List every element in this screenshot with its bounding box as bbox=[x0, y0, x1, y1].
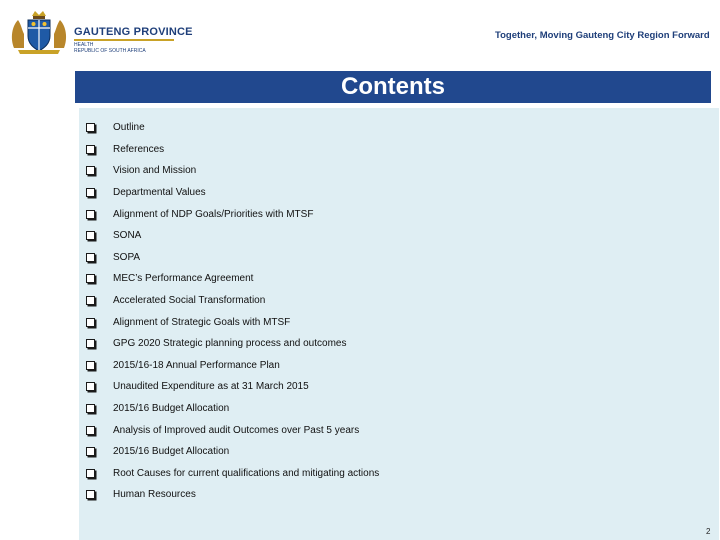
list-item bbox=[86, 484, 379, 506]
checkbox-square-icon bbox=[86, 296, 95, 305]
list-item bbox=[86, 333, 379, 355]
checkbox-square-icon bbox=[86, 490, 95, 499]
checkbox-square-icon bbox=[86, 426, 95, 435]
checkbox-square-icon bbox=[86, 188, 95, 197]
checkbox-square-icon bbox=[86, 339, 95, 348]
list-item-label: SOPA bbox=[113, 251, 141, 263]
list-item bbox=[86, 225, 379, 247]
list-item-label: 2015/16 Budget Allocation bbox=[113, 446, 230, 458]
list-item-label: Root Causes for current qualifications and mitigating actions bbox=[113, 467, 380, 479]
list-item-label: Human Resources bbox=[113, 489, 196, 501]
list-item bbox=[86, 160, 379, 182]
checkbox-square-icon bbox=[86, 447, 95, 456]
checkbox-square-icon bbox=[86, 123, 95, 132]
list-item-label: SONA bbox=[113, 230, 142, 242]
list-item bbox=[86, 419, 379, 441]
list-item bbox=[86, 290, 379, 312]
list-item-label: 2015/16 Budget Allocation bbox=[113, 403, 230, 415]
list-item bbox=[86, 398, 379, 420]
checkbox-square-icon bbox=[86, 404, 95, 413]
list-item-label: Accelerated Social Transformation bbox=[113, 295, 266, 307]
list-item-label: MEC’s Performance Agreement bbox=[113, 273, 254, 285]
list-item-label: Alignment of Strategic Goals with MTSF bbox=[113, 316, 291, 328]
list-item-label: Unaudited Expenditure as at 31 March 2015 bbox=[113, 381, 309, 393]
list-item-label: Departmental Values bbox=[113, 187, 206, 199]
checkbox-square-icon bbox=[86, 469, 95, 478]
checkbox-square-icon bbox=[86, 166, 95, 175]
checkbox-square-icon bbox=[86, 382, 95, 391]
page-number: 2 bbox=[706, 527, 711, 536]
checkbox-square-icon bbox=[86, 231, 95, 240]
list-item bbox=[86, 182, 379, 204]
list-item-label: Vision and Mission bbox=[113, 165, 197, 177]
list-item bbox=[86, 139, 379, 161]
checkbox-square-icon bbox=[86, 274, 95, 283]
checkbox-square-icon bbox=[86, 210, 95, 219]
list-item-label: Analysis of Improved audit Outcomes over Past 5 years bbox=[113, 424, 360, 436]
list-item-label: 2015/16-18 Annual Performance Plan bbox=[113, 359, 280, 371]
brand-block bbox=[74, 26, 193, 54]
slogan: Together, Moving Gauteng City Region Forward bbox=[495, 30, 710, 41]
brand-underline bbox=[74, 39, 174, 41]
list-item bbox=[86, 311, 379, 333]
list-item-label: Outline bbox=[113, 122, 145, 134]
list-item-label: Alignment of NDP Goals/Priorities with MTSF bbox=[113, 208, 314, 220]
list-item bbox=[86, 441, 379, 463]
list-item bbox=[86, 463, 379, 485]
list-item bbox=[86, 268, 379, 290]
page-title: Contents bbox=[75, 71, 711, 103]
slide-header bbox=[0, 0, 720, 62]
checkbox-square-icon bbox=[86, 318, 95, 327]
list-item bbox=[86, 355, 379, 377]
contents-list bbox=[86, 117, 379, 506]
org-name: GAUTENG PROVINCE bbox=[74, 26, 193, 38]
gauteng-coat-of-arms-icon bbox=[8, 8, 70, 54]
org-department: HEALTH bbox=[74, 42, 94, 48]
list-item bbox=[86, 376, 379, 398]
checkbox-square-icon bbox=[86, 361, 95, 370]
list-item bbox=[86, 117, 379, 139]
list-item-label: References bbox=[113, 143, 165, 155]
org-country: REPUBLIC OF SOUTH AFRICA bbox=[74, 48, 146, 54]
checkbox-square-icon bbox=[86, 145, 95, 154]
list-item bbox=[86, 203, 379, 225]
list-item-label: GPG 2020 Strategic planning process and outcomes bbox=[113, 338, 347, 350]
list-item bbox=[86, 247, 379, 269]
checkbox-square-icon bbox=[86, 253, 95, 262]
